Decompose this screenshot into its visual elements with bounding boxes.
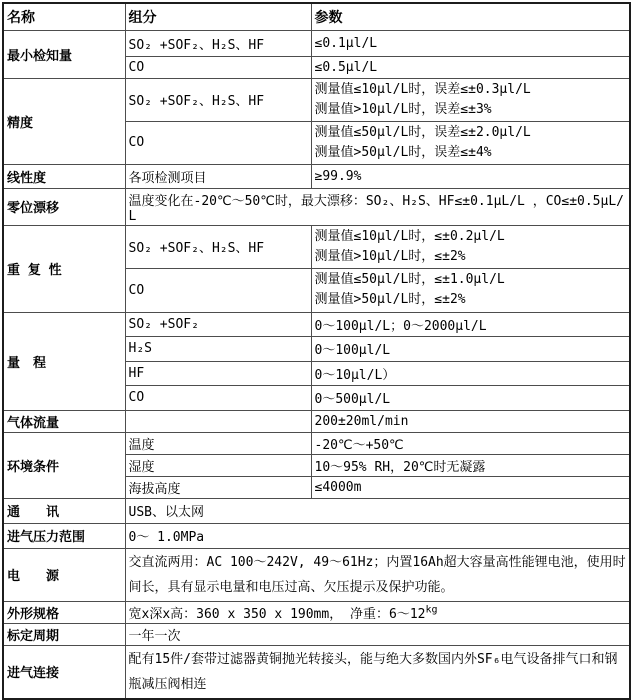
component-cell (125, 78, 311, 121)
parameter-cell (311, 225, 630, 268)
parameter-cell (311, 454, 630, 476)
parameter-cell (311, 336, 630, 361)
parameter-text: USB、以太网 (128, 505, 204, 520)
row-label-range: 量 程 (3, 312, 125, 410)
parameter-text: 宽x深x高：360 x 350 x 190mm， 净重：6～12 (128, 606, 426, 622)
parameter-line: ≥99.9% (314, 168, 362, 184)
parameter-cell (311, 78, 630, 121)
table-row (3, 548, 630, 601)
parameter-text: 一年一次 (128, 628, 181, 644)
parameter-text: 配有15件/套带过滤器黄铜抛光转接头，能与绝大多数国内外SF₆电气设备排气口和钢瓶减压阀相连 (128, 651, 618, 692)
component-text: SO₂ +SOF₂、H₂S、HF (128, 37, 265, 53)
component-text: CO (128, 59, 145, 75)
component-cell (125, 312, 311, 336)
parameter-line: 0～10μl/L） (314, 367, 396, 383)
parameter-line: 200±20ml/min (314, 413, 409, 429)
table-row (3, 225, 630, 268)
row-label-environment: 环境条件 (3, 432, 125, 498)
parameter-cell (311, 361, 630, 385)
table-row (3, 188, 630, 225)
parameter-cell (311, 476, 630, 498)
parameter-line: ≤4000m (314, 479, 362, 495)
parameter-line: ≤0.5μl/L (314, 59, 378, 75)
parameter-cell (311, 268, 630, 312)
parameter-line: 测量值>10μl/L时，≤±2% (314, 248, 466, 264)
parameter-span-cell (125, 548, 630, 601)
component-text: 各项检测项目 (128, 170, 207, 186)
parameter-cell (311, 164, 630, 188)
parameter-span-cell (125, 523, 630, 548)
header-row (3, 3, 630, 30)
row-label-communication: 通 讯 (3, 498, 125, 523)
parameter-line: 0～100μl/L (314, 343, 391, 358)
parameter-text: 交直流两用：AC 100～242V, 49～61Hz；内置16Ah超大容量高性能锂电池，使用时间长，具有显示电量和电压过高、欠压提示及保护功能。 (128, 554, 626, 595)
table-row (3, 30, 630, 56)
spec-table (2, 2, 631, 700)
parameter-cell (311, 432, 630, 454)
parameter-line: 测量值>50μl/L时，误差≤±4% (314, 144, 492, 160)
parameter-span-cell (125, 188, 630, 225)
component-cell (125, 121, 311, 164)
header-cell-component: 组分 (125, 3, 311, 30)
component-cell (125, 454, 311, 476)
component-text: CO (128, 390, 145, 405)
parameter-line: 测量值>50μl/L时，≤±2% (314, 292, 466, 307)
component-text: 温度 (128, 437, 155, 453)
parameter-span-cell (125, 601, 630, 623)
parameter-cell (311, 385, 630, 410)
component-cell (125, 410, 311, 432)
table-row (3, 78, 630, 121)
table-row (3, 623, 630, 645)
row-label-zero-drift: 零位漂移 (3, 188, 125, 225)
parameter-line: ≤0.1μl/L (314, 35, 378, 51)
parameter-text: 温度变化在-20℃～50℃时，最大漂移：SO₂、H₂S、HF≤±0.1μL/L ，CO≤±0.5μL/L (128, 193, 624, 224)
parameter-line: 0～100μl/L；0～2000μl/L (314, 318, 487, 334)
component-text: CO (128, 282, 145, 298)
parameter-line: 测量值≤50μl/L时，≤±1.0μl/L (314, 272, 505, 287)
component-text: 湿度 (128, 459, 155, 475)
row-label-accuracy: 精度 (3, 78, 125, 164)
table-row (3, 432, 630, 454)
parameter-line: 10～95% RH，20℃时无凝露 (314, 459, 486, 475)
row-label-inlet-pressure: 进气压力范围 (3, 523, 125, 548)
component-cell (125, 268, 311, 312)
component-cell (125, 476, 311, 498)
table-row (3, 523, 630, 548)
table-row (3, 498, 630, 523)
table-row (3, 410, 630, 432)
component-cell (125, 30, 311, 56)
parameter-line: 测量值≤50μl/L时，误差≤±2.0μl/L (314, 124, 531, 140)
component-cell (125, 432, 311, 454)
component-text: H₂S (128, 341, 152, 356)
component-text: 海拔高度 (128, 481, 181, 497)
row-label-power: 电 源 (3, 548, 125, 601)
parameter-line: 0～500μl/L (314, 392, 391, 407)
row-label-inlet-connection: 进气连接 (3, 645, 125, 699)
row-label-gas-flow: 气体流量 (3, 410, 125, 432)
component-text: HF (128, 365, 145, 381)
component-text: SO₂ +SOF₂ (128, 316, 199, 332)
parameter-line: 测量值≤10μl/L时，≤±0.2μl/L (314, 228, 505, 244)
row-label-min-detection: 最小检知量 (3, 30, 125, 78)
parameter-span-cell (125, 623, 630, 645)
component-cell (125, 336, 311, 361)
parameter-cell (311, 312, 630, 336)
header-cell-name: 名称 (3, 3, 125, 30)
parameter-span-cell (125, 645, 630, 699)
table-row (3, 312, 630, 336)
row-label-linearity: 线性度 (3, 164, 125, 188)
component-cell (125, 361, 311, 385)
row-label-dimensions: 外形规格 (3, 601, 125, 623)
table-row (3, 645, 630, 699)
component-text: SO₂ +SOF₂、H₂S、HF (128, 241, 265, 256)
parameter-cell (311, 410, 630, 432)
parameter-text: 0～ 1.0MPa (128, 530, 205, 545)
header-cell-parameter: 参数 (311, 3, 630, 30)
component-cell (125, 225, 311, 268)
parameter-cell (311, 56, 630, 78)
component-cell (125, 164, 311, 188)
row-label-calibration-period: 标定周期 (3, 623, 125, 645)
weight-unit-superscript: kg (425, 604, 438, 616)
table-row (3, 601, 630, 623)
table-row (3, 164, 630, 188)
parameter-line: 测量值>10μl/L时，误差≤±3% (314, 101, 492, 117)
component-text: CO (128, 135, 145, 150)
parameter-span-cell (125, 498, 630, 523)
parameter-line: -20℃～+50℃ (314, 437, 404, 453)
component-cell (125, 56, 311, 78)
row-label-repeatability: 重 复 性 (3, 225, 125, 312)
parameter-cell (311, 30, 630, 56)
component-cell (125, 385, 311, 410)
parameter-line: 测量值≤10μl/L时，误差≤±0.3μl/L (314, 81, 531, 97)
parameter-cell (311, 121, 630, 164)
component-text: SO₂ +SOF₂、H₂S、HF (128, 94, 265, 109)
